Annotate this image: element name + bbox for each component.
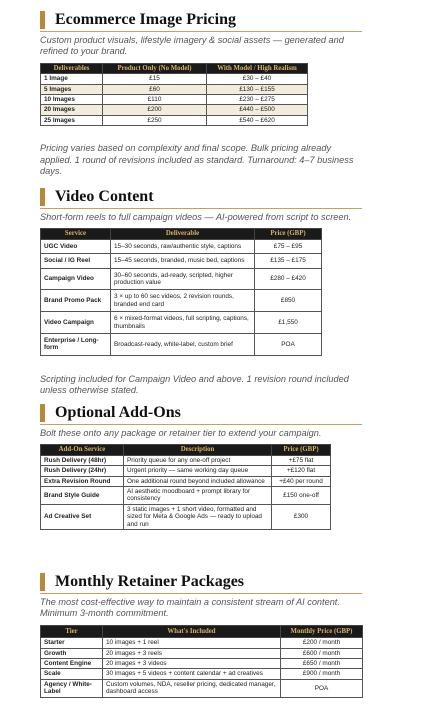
table-cell: Campaign Video bbox=[41, 268, 111, 290]
table-cell: Brand Promo Pack bbox=[41, 290, 111, 312]
table-cell: 10 images + 1 reel bbox=[103, 638, 281, 648]
table-cell: +£75 flat bbox=[272, 455, 331, 465]
table-row bbox=[41, 455, 331, 465]
table-row bbox=[41, 648, 363, 658]
table-row bbox=[41, 638, 363, 648]
table-cell: 5 Images bbox=[41, 84, 103, 94]
table-header-row bbox=[41, 63, 308, 73]
table-cell: 10 Images bbox=[41, 95, 103, 105]
table-header-row bbox=[41, 229, 322, 239]
table-cell: 15–45 seconds, branded, music bed, captions bbox=[111, 254, 255, 268]
column-header: Service bbox=[41, 229, 111, 239]
table-row bbox=[41, 254, 322, 268]
table-cell: Rush Delivery (48hr) bbox=[41, 455, 124, 465]
table-cell: AI aesthetic moodboard + prompt library for consistency bbox=[124, 487, 272, 505]
table-row bbox=[41, 669, 363, 679]
table-cell: £650 / month bbox=[281, 659, 363, 669]
column-header: Deliverables bbox=[41, 63, 103, 73]
table-cell: £75 – £95 bbox=[255, 239, 322, 253]
table-cell: 25 Images bbox=[41, 115, 103, 125]
table-row bbox=[41, 84, 308, 94]
table-cell: 30–60 seconds, ad-ready, scripted, higher production value bbox=[111, 268, 255, 290]
table-row bbox=[41, 74, 308, 84]
table-cell: Enterprise / Long-form bbox=[41, 334, 111, 356]
heading-accent-bar bbox=[40, 404, 45, 422]
ecommerce-section bbox=[40, 11, 362, 177]
table-row bbox=[41, 334, 322, 356]
heading-rule bbox=[40, 593, 362, 594]
table-row bbox=[41, 115, 308, 125]
ecommerce-heading bbox=[40, 11, 362, 29]
column-header: Description bbox=[124, 445, 272, 455]
heading-rule bbox=[40, 31, 362, 32]
table-cell: 20 Images bbox=[41, 105, 103, 115]
table-cell: Brand Style Guide bbox=[41, 487, 124, 505]
table-cell: £900 / month bbox=[281, 669, 363, 679]
section-note: Pricing varies based on complexity and final scope. Bulk pricing already applied. 1 round of revisions included as standard. Turnaround: 4–7 business days. bbox=[40, 143, 354, 177]
section-title: Ecommerce Image Pricing bbox=[55, 11, 236, 28]
video-heading bbox=[40, 188, 362, 206]
table-row bbox=[41, 504, 331, 529]
addons-section bbox=[40, 404, 362, 530]
table-cell: £850 bbox=[255, 290, 322, 312]
table-row bbox=[41, 95, 308, 105]
retainer-pricing-table bbox=[40, 625, 363, 698]
table-cell: Broadcast-ready, white-label, custom brief bbox=[111, 334, 255, 356]
table-cell: 3 × up to 60 sec videos, 2 revision rounds, branded end card bbox=[111, 290, 255, 312]
table-cell: £110 bbox=[103, 95, 207, 105]
table-cell: Video Campaign bbox=[41, 312, 111, 334]
table-cell: 1 Image bbox=[41, 74, 103, 84]
table-cell: £200 / month bbox=[281, 638, 363, 648]
column-header: Price (GBP) bbox=[272, 445, 331, 455]
ecommerce-pricing-table bbox=[40, 63, 308, 126]
video-section bbox=[40, 188, 362, 397]
table-cell: £230 – £275 bbox=[207, 95, 308, 105]
table-cell: £30 – £40 bbox=[207, 74, 308, 84]
table-cell: £540 – £620 bbox=[207, 115, 308, 125]
column-header: Price (GBP) bbox=[255, 229, 322, 239]
table-cell: £150 one-off bbox=[272, 487, 331, 505]
column-header: With Model / High Realism bbox=[207, 63, 308, 73]
table-cell: Priority queue for any one-off project bbox=[124, 455, 272, 465]
table-cell: 6 × mixed-format videos, full scripting, captions, thumbnails bbox=[111, 312, 255, 334]
table-cell: POA bbox=[281, 679, 363, 697]
table-cell: 20 images + 3 reels bbox=[103, 648, 281, 658]
table-cell: £300 bbox=[272, 504, 331, 529]
table-cell: £600 / month bbox=[281, 648, 363, 658]
table-row bbox=[41, 487, 331, 505]
column-header: Monthly Price (GBP) bbox=[281, 625, 363, 637]
table-cell: £200 bbox=[103, 105, 207, 115]
table-row bbox=[41, 476, 331, 486]
table-cell: POA bbox=[255, 334, 322, 356]
table-row bbox=[41, 312, 322, 334]
section-subtitle: Short-form reels to full campaign videos — AI-powered from script to screen. bbox=[40, 212, 352, 222]
retainer-section bbox=[40, 573, 362, 698]
table-row bbox=[41, 679, 363, 697]
table-row bbox=[41, 659, 363, 669]
table-cell: £135 – £175 bbox=[255, 254, 322, 268]
table-cell: UGC Video bbox=[41, 239, 111, 253]
table-cell: Starter bbox=[41, 638, 103, 648]
table-cell: Ad Creative Set bbox=[41, 504, 124, 529]
heading-rule bbox=[40, 208, 362, 209]
table-cell: £60 bbox=[103, 84, 207, 94]
table-cell: £280 – £420 bbox=[255, 268, 322, 290]
section-subtitle: Custom product visuals, lifestyle imagery & social assets — generated and refined to your brand. bbox=[40, 35, 344, 57]
heading-accent-bar bbox=[40, 188, 45, 206]
table-cell: Agency / White-Label bbox=[41, 679, 103, 697]
column-header: Tier bbox=[41, 625, 103, 637]
table-cell: +£40 per round bbox=[272, 476, 331, 486]
table-row bbox=[41, 290, 322, 312]
table-row bbox=[41, 466, 331, 476]
section-note: Scripting included for Campaign Video and above. 1 revision round included unless otherwise stated. bbox=[40, 373, 349, 396]
video-pricing-table bbox=[40, 228, 322, 355]
table-cell: Urgent priority — same working day queue bbox=[124, 466, 272, 476]
section-title: Video Content bbox=[55, 188, 154, 205]
addons-pricing-table bbox=[40, 444, 331, 530]
table-cell: Scale bbox=[41, 669, 103, 679]
table-cell: £130 – £155 bbox=[207, 84, 308, 94]
table-cell: £1,550 bbox=[255, 312, 322, 334]
retainer-heading bbox=[40, 573, 362, 591]
heading-accent-bar bbox=[40, 11, 45, 29]
section-title: Optional Add-Ons bbox=[55, 404, 181, 421]
table-cell: Extra Revision Round bbox=[41, 476, 124, 486]
addons-heading bbox=[40, 404, 362, 422]
table-cell: Content Engine bbox=[41, 659, 103, 669]
column-header: Add-On Service bbox=[41, 445, 124, 455]
table-cell: 20 images + 3 videos bbox=[103, 659, 281, 669]
table-cell: £15 bbox=[103, 74, 207, 84]
table-header-row bbox=[41, 445, 331, 455]
table-cell: £440 – £500 bbox=[207, 105, 308, 115]
table-row bbox=[41, 105, 308, 115]
table-cell: 15–30 seconds, raw/authentic style, captions bbox=[111, 239, 255, 253]
table-row bbox=[41, 239, 322, 253]
section-subtitle: The most cost-effective way to maintain a consistent stream of AI content. Minimum 3-month commitment. bbox=[40, 597, 340, 619]
column-header: Product Only (No Model) bbox=[103, 63, 207, 73]
table-header-row bbox=[41, 625, 363, 637]
column-header: What's Included bbox=[103, 625, 281, 637]
heading-accent-bar bbox=[40, 573, 45, 591]
table-cell: One additional round beyond included allowance bbox=[124, 476, 272, 486]
table-cell: 30 images + 5 videos + content calendar + ad creatives bbox=[103, 669, 281, 679]
table-cell: Rush Delivery (24hr) bbox=[41, 466, 124, 476]
table-row bbox=[41, 268, 322, 290]
table-cell: 3 static images + 1 short video, formatted and sized for Meta & Google Ads — ready to upload and run bbox=[124, 504, 272, 529]
heading-rule bbox=[40, 424, 362, 425]
column-header: Deliverable bbox=[111, 229, 255, 239]
table-cell: Social / IG Reel bbox=[41, 254, 111, 268]
section-title: Monthly Retainer Packages bbox=[55, 573, 245, 590]
section-subtitle: Bolt these onto any package or retainer tier to extend your campaign. bbox=[40, 428, 322, 438]
table-cell: £250 bbox=[103, 115, 207, 125]
table-cell: Growth bbox=[41, 648, 103, 658]
table-cell: +£120 flat bbox=[272, 466, 331, 476]
table-cell: Custom volumes, NDA, reseller pricing, dedicated manager, dashboard access bbox=[103, 679, 281, 697]
